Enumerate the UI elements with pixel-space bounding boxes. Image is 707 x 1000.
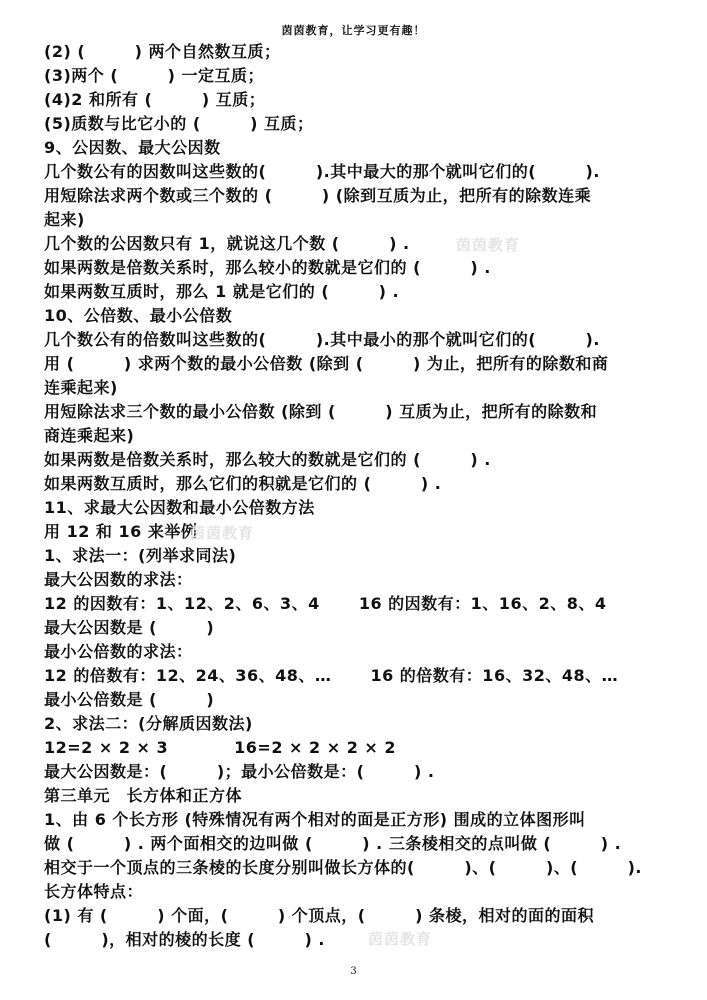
page-header: 茵茵教育，让学习更有趣！ (281, 24, 426, 37)
text-line: ( )，相对的棱的长度 ( ) . (44, 930, 325, 949)
text-line: 最大公因数的求法： (44, 570, 193, 589)
text-line: 最大公因数是：( )；最小公倍数是：( ) . (44, 762, 435, 781)
section-heading: 9、公因数、最大公因数 (44, 138, 221, 157)
text-line: 连乘起来) (44, 378, 118, 397)
text-line: (5)质数与比它小的 ( ) 互质； (44, 114, 314, 133)
text-line: 如果两数是倍数关系时，那么较小的数就是它们的 ( ) . (44, 258, 491, 277)
text-line: 用短除法求三个数的最小公倍数 (除到 ( ) 互质为止，把所有的除数和 (44, 402, 598, 421)
text-line: 相交于一个顶点的三条棱的长度分别叫做长方体的( )、( )、( ). (44, 858, 642, 877)
text-line: 2、求法二：(分解质因数法) (44, 714, 253, 733)
watermark: 茵茵教育 (456, 236, 521, 254)
text-line: 几个数的公因数只有 1，就说这几个数 ( ) . (44, 234, 410, 253)
text-line: 最小公倍数是 ( ) (44, 690, 215, 709)
text-line: 做 ( ) . 两个面相交的边叫做 ( ) . 三条棱相交的点叫做 ( ) . (44, 834, 622, 853)
text-line: 长方体特点： (44, 882, 144, 901)
section-heading: 第三单元 长方体和正方体 (44, 786, 243, 805)
text-line: 几个数公有的因数叫这些数的( ).其中最大的那个就叫它们的( ). (44, 162, 600, 181)
section-heading: 10、公倍数、最小公倍数 (44, 306, 233, 325)
text-line: (1) 有 ( ) 个面，( ) 个顶点，( ) 条棱，相对的面的面积 (44, 906, 594, 925)
text-line: (4)2 和所有 ( ) 互质； (44, 90, 266, 109)
text-line: 几个数公有的倍数叫这些数的( ).其中最小的那个就叫它们的( ). (44, 330, 600, 349)
document-body (44, 40, 670, 952)
text-line: 最大公因数是 ( ) (44, 618, 215, 637)
text-line: 商连乘起来) (44, 426, 135, 445)
text-line: 12 的倍数有：12、24、36、48、… 16 的倍数有：16、32、48、… (44, 666, 619, 685)
text-line: 12 的因数有：1、12、2、6、3、4 16 的因数有：1、16、2、8、4 (44, 594, 607, 613)
text-line: 如果两数是倍数关系时，那么较大的数就是它们的 ( ) . (44, 450, 491, 469)
text-line: (2) ( ) 两个自然数互质； (44, 42, 281, 61)
text-line: 1、求法一：(列举求同法) (44, 546, 237, 565)
text-line: 用 ( ) 求两个数的最小公倍数 (除到 ( ) 为止，把所有的除数和商 (44, 354, 609, 373)
text-line: (3)两个 ( ) 一定互质； (44, 66, 265, 85)
text-line: 1、由 6 个长方形 (特殊情况有两个相对的面是正方形) 围成的立体图形叫 (44, 810, 586, 829)
text-line: 如果两数互质时，那么 1 就是它们的 ( ) . (44, 282, 400, 301)
page-number: 3 (350, 966, 357, 977)
text-line: 最小公倍数的求法： (44, 642, 193, 661)
text-line: 12=2 × 2 × 3 16=2 × 2 × 2 × 2 (44, 738, 397, 757)
text-line: 用短除法求两个数或三个数的 ( ) (除到互质为止，把所有的除数连乘 (44, 186, 592, 205)
text-line: 如果两数互质时，那么它们的积就是它们的 ( ) . (44, 474, 442, 493)
section-heading: 11、求最大公因数和最小公倍数方法 (44, 498, 315, 517)
watermark: 茵茵教育 (190, 524, 255, 542)
text-line: 起来) (44, 210, 85, 229)
watermark: 茵茵教育 (368, 930, 433, 948)
text-line: 用 12 和 16 来举例 (44, 522, 198, 541)
